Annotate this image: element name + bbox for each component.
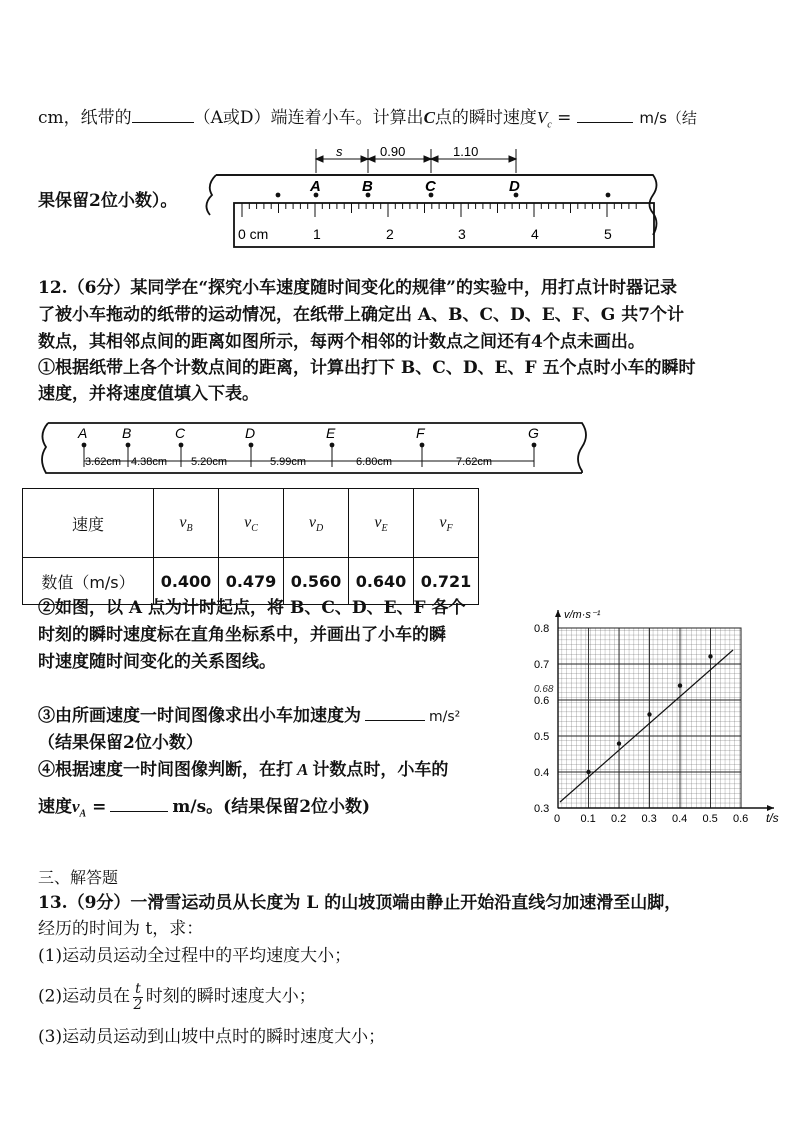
table-value-vd[interactable]: 0.560 <box>284 558 349 605</box>
ruler-point-a: A <box>310 178 321 195</box>
ruler-tick-5: 5 <box>604 226 612 242</box>
ruler-tick-4: 4 <box>531 226 539 242</box>
graph-y-tick: 0.8 <box>534 623 550 635</box>
ruler-body <box>234 203 654 247</box>
table-head-vf: $v_F$ <box>414 489 479 558</box>
graph-y-tick: 0.5 <box>534 731 550 743</box>
q12-line-3: 数点，其相邻点间的距离如图所示，每两个相邻的计数点之间还有4个点未画出。 <box>38 332 645 352</box>
q12-part3-line: ③由所画速度一时间图像求出小车加速度为 m/s² <box>38 706 461 726</box>
dim-110-label: 1.10 <box>453 144 479 159</box>
ruler-tick-1: 1 <box>313 226 321 242</box>
graph-y-tick: 0.7 <box>534 659 550 671</box>
q13-line-2: 经历的时间为 t，求： <box>38 919 204 939</box>
tape-point-a: A <box>78 425 88 441</box>
tape-dist-ef: 6.80cm <box>356 456 393 468</box>
graph-y-label: v/m·s⁻¹ <box>564 609 601 621</box>
graph-data-point <box>678 683 682 687</box>
tape-dist-de: 5.99cm <box>270 456 307 468</box>
table-head-ve: $v_E$ <box>349 489 414 558</box>
tape-point-f: F <box>416 425 425 441</box>
graph-data-point <box>617 741 621 745</box>
graph-x-tick: 0.2 <box>611 813 627 825</box>
paper-tape-figure <box>34 415 594 483</box>
graph-data-point <box>647 712 651 716</box>
intro-line-1: cm，纸带的 （A或D）端连着小车。计算出C点的瞬时速度$V_c = m/s$（结 <box>38 108 697 131</box>
graph-x-tick: 0.5 <box>702 813 718 825</box>
table-head-label: 速度 <box>23 489 154 558</box>
q13-line-1: 13.（9分）一滑雪运动员从长度为 L 的山坡顶端由静止开始沿直线匀加速滑至山脚， <box>38 893 682 913</box>
ruler-tick-0: 0 cm <box>238 226 269 242</box>
q12-part4-line-1: ④根据速度一时间图像判断，在打 A 计数点时，小车的 <box>38 760 449 780</box>
q12-part3-note: （结果保留2位小数） <box>38 733 203 753</box>
fraction-t-over-2: $\frac{t}{2}$ <box>133 981 143 1013</box>
table-value-ve[interactable]: 0.640 <box>349 558 414 605</box>
ruler-tick-3: 3 <box>458 226 466 242</box>
answer-blank-accel[interactable] <box>365 720 425 721</box>
table-header-row <box>23 489 479 558</box>
q12-line-2: 了被小车拖动的纸带的运动情况，在纸带上确定出 A、B、C、D、E、F、G 共7个计 <box>38 305 685 325</box>
tape-dist-bc: 4.38cm <box>131 456 168 468</box>
q13-sub-2: (2)运动员在 $\frac{t}{2}$ 时刻的瞬时速度大小； <box>38 981 316 1013</box>
graph-x-tick: 0.6 <box>733 813 749 825</box>
tape-dist-cd: 5.20cm <box>191 456 228 468</box>
section3-heading: 三、解答题 <box>38 868 119 887</box>
ruler-tick-2: 2 <box>386 226 394 242</box>
graph-data-point <box>708 654 712 658</box>
tape-point-e: E <box>326 425 336 441</box>
q12-line-1: 12.（6分）某同学在“探究小车速度随时间变化的规律”的实验中，用打点计时器记录 <box>38 278 677 298</box>
table-value-vb[interactable]: 0.400 <box>154 558 219 605</box>
q12-part2-line-3: 时速度随时间变化的关系图线。 <box>38 652 276 672</box>
tape-point-d: D <box>245 425 256 441</box>
graph-x-tick: 0.1 <box>580 813 596 825</box>
table-row-label: 数值（m/s） <box>23 558 154 605</box>
tape-dist-ab: 3.62cm <box>85 456 122 468</box>
dimension-lines <box>316 149 516 173</box>
q13-sub-3: (3)运动员运动到山坡中点时的瞬时速度大小； <box>38 1027 386 1047</box>
q12-part1-line-1: ①根据纸带上各个计数点间的距离，计算出打下 B、C、D、E、F 五个点时小车的瞬时 <box>38 358 696 378</box>
q13-sub-1: (1)运动员运动全过程中的平均速度大小； <box>38 946 352 966</box>
graph-x-tick: 0.3 <box>641 813 657 825</box>
table-value-vc[interactable]: 0.479 <box>219 558 284 605</box>
q12-part2-line-1: ②如图，以 A 点为计时起点，将 B、C、D、E、F 各个 <box>38 598 466 618</box>
intro-line-2: 果保留2位小数）。 <box>38 191 178 211</box>
dim-090-label: 0.90 <box>380 144 406 159</box>
ruler-figure <box>198 143 668 255</box>
graph-data-point <box>586 770 590 774</box>
graph-y-tick: 0.6 <box>534 695 550 707</box>
graph-x-tick: 0 <box>554 813 561 825</box>
answer-blank-va[interactable] <box>110 811 168 812</box>
graph-x-label: t/s <box>766 811 779 825</box>
velocity-table <box>22 488 479 605</box>
velocity-time-graph <box>528 606 790 828</box>
table-head-vb: $v_B$ <box>154 489 219 558</box>
q12-part2-line-2: 时刻的瞬时速度标在直角坐标系中，并画出了小车的瞬 <box>38 625 446 645</box>
ruler-point-d: D <box>509 178 520 195</box>
graph-y-tick: 0.3 <box>534 803 550 815</box>
q12-part1-line-2: 速度，并将速度值填入下表。 <box>38 384 259 404</box>
dim-s-label: s <box>336 144 343 159</box>
tape-point-b: B <box>122 425 132 441</box>
answer-blank-vc[interactable] <box>577 122 633 123</box>
tape-point-c: C <box>175 425 186 441</box>
tape-point-g: G <box>528 425 539 441</box>
table-head-vc: $v_C$ <box>219 489 284 558</box>
table-head-vd: $v_D$ <box>284 489 349 558</box>
answer-blank-end[interactable] <box>132 122 194 123</box>
tape-dist-fg: 7.62cm <box>456 456 493 468</box>
ruler-point-b: B <box>362 178 373 195</box>
ruler-point-c: C <box>425 178 436 195</box>
q12-part4-line-2: 速度$v_A = m/s$。(结果保留2位小数) <box>38 797 371 820</box>
graph-y-tick: 0.4 <box>534 767 550 779</box>
graph-x-tick: 0.4 <box>672 813 688 825</box>
graph-handwritten-note: 0.68 <box>534 684 554 695</box>
table-value-vf[interactable]: 0.721 <box>414 558 479 605</box>
